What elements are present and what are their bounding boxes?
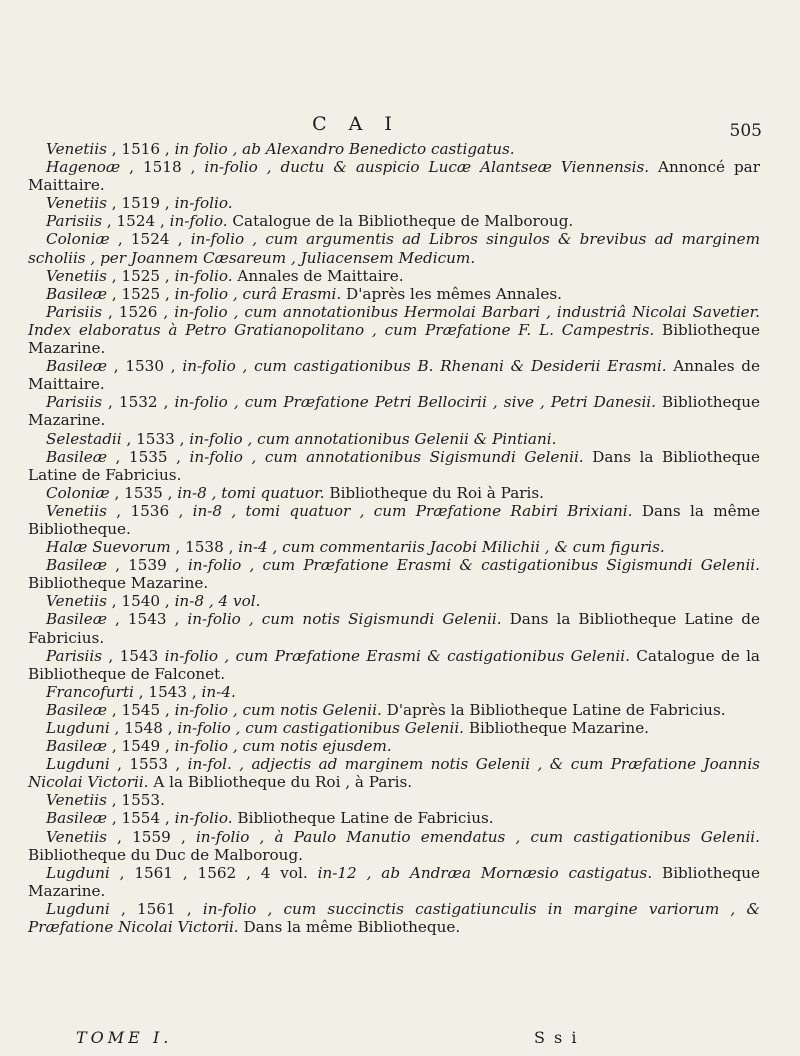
entry-place: Venetiis	[46, 140, 107, 158]
entry-place: Basileæ	[46, 447, 107, 466]
entry-details: in-folio , cum castigationibus Gelenii.	[177, 719, 465, 737]
entry-details: in-folio , cum annotationibus Sigismundi Gelenii.	[189, 447, 584, 466]
entry-year: , 1548 ,	[109, 719, 178, 737]
edition-entry	[28, 719, 760, 737]
entry-place: Selestadii	[46, 429, 122, 448]
entry-place: Basileæ	[46, 809, 107, 828]
entry-details: in-folio , cum Præfatione Petri Bellocirii , sive , Petri Danesii.	[174, 393, 656, 412]
entry-year: , 1536 ,	[106, 501, 193, 520]
page-footer	[0, 1028, 800, 1050]
entry-place: Lugduni	[46, 863, 110, 882]
entry-year: , 1524 ,	[109, 230, 191, 249]
entry-year: , 1554 ,	[107, 809, 175, 828]
edition-entry	[28, 864, 760, 900]
entry-details: in-folio , curâ Erasmi.	[174, 284, 342, 303]
entry-note: Bibliotheque Mazarine.	[28, 320, 760, 358]
edition-entry	[28, 303, 760, 357]
entry-note: Annales de Maittaire.	[232, 266, 404, 285]
entry-details: in-folio.	[169, 212, 228, 231]
entry-details: in-fol. , adjectis ad marginem notis Gelenii , & cum Præfatione Joannis Nicolai Victorii.	[28, 755, 760, 792]
entry-place: Parisiis	[46, 393, 103, 412]
entry-year: , 1553.	[106, 791, 165, 810]
entry-details: in-folio , cum castigationibus B. Rhenani & Desiderii Erasmi.	[182, 357, 667, 376]
entry-year: , 1545 ,	[107, 700, 175, 719]
entry-place: Coloniæ	[46, 483, 110, 502]
entry-place: Hagenoæ	[46, 158, 121, 177]
edition-entry	[28, 809, 760, 827]
signature-mark: S s i	[534, 1028, 579, 1047]
entry-year: , 1561 ,	[109, 899, 203, 918]
entry-year: , 1559 ,	[106, 827, 196, 846]
entry-details: in-folio , cum succinctis castigatiunculis in margine variorum , & Præfatione Nicolai Victorii.	[28, 899, 760, 937]
entry-year: , 1533 ,	[121, 429, 190, 448]
entry-details: in-8 , tomi quatuor , cum Præfatione Rabiri Brixiani.	[192, 501, 633, 520]
tome-label: TOME I.	[76, 1028, 173, 1047]
entry-details: in-folio , cum annotationibus Hermolai Barbari , industriâ Nicolai Savetier. Index elaboratus à Petro Gratianopolitano , cum Præfatione F. L. Campestris.	[28, 302, 760, 339]
entry-year: , 1553 ,	[109, 755, 188, 774]
entry-place: Parisiis	[46, 646, 103, 665]
entry-place: Basileæ	[46, 284, 107, 303]
entry-note: A la Bibliotheque du Roi , à Paris.	[148, 773, 413, 792]
running-title: C A I	[312, 113, 400, 135]
entry-note: Dans la même Bibliotheque.	[28, 501, 761, 538]
edition-entry	[28, 448, 760, 484]
edition-entry	[28, 755, 760, 791]
entry-details: in-folio , cum argumentis ad Libros singulos & brevibus ad marginem scholiis , per Joannem Cæsareum , Juliacensem Medicum.	[28, 230, 760, 267]
entry-note: Bibliotheque Mazarine.	[464, 719, 650, 737]
edition-entry	[28, 393, 760, 429]
entry-year: , 1525 ,	[107, 284, 175, 303]
entry-note: Bibliotheque Mazarine.	[28, 393, 760, 430]
entry-year: , 1561 , 1562 , 4 vol.	[109, 863, 318, 882]
entry-note: Bibliotheque Mazarine.	[28, 574, 209, 593]
entry-place: Basileæ	[46, 700, 107, 719]
entry-place: Basileæ	[46, 610, 107, 629]
entry-place: Basileæ	[46, 556, 107, 575]
entry-details: in-folio , à Paulo Manutio emendatus , cum castigationibus Gelenii.	[195, 827, 760, 846]
entry-note: Annales de Maittaire.	[28, 357, 760, 394]
entry-details: in-12 , ab Andræa Mornæsio castigatus.	[317, 863, 653, 882]
entry-year: , 1543	[102, 646, 165, 665]
edition-entry	[28, 357, 760, 393]
edition-entry	[28, 538, 760, 556]
entry-place: Parisiis	[46, 302, 103, 321]
entry-year: , 1543 ,	[133, 682, 202, 701]
edition-entry	[28, 791, 760, 809]
edition-entry	[28, 683, 760, 701]
edition-entry	[28, 610, 760, 646]
edition-entry	[28, 556, 760, 592]
edition-entry	[28, 701, 760, 719]
page-number: 505	[729, 121, 762, 141]
entry-details: in-folio.	[174, 266, 233, 285]
entry-details: in-8 , 4 vol.	[174, 592, 261, 611]
entry-year: , 1530 ,	[107, 357, 183, 376]
entry-note: D'après la Bibliotheque Latine de Fabricius.	[381, 700, 726, 719]
edition-entry	[28, 900, 760, 936]
entry-note: Bibliotheque Latine de Fabricius.	[232, 809, 494, 828]
entry-year: , 1549 ,	[107, 737, 175, 756]
entry-place: Francofurti	[46, 682, 134, 701]
entry-place: Halæ Suevorum	[46, 538, 171, 557]
entry-details: in-folio , cum Præfatione Erasmi & castigationibus Gelenii.	[164, 646, 630, 665]
entry-place: Basileæ	[46, 357, 107, 376]
entry-year: , 1543 ,	[107, 610, 188, 629]
entry-details: in-folio , cum notis Sigismundi Gelenii.	[187, 610, 502, 629]
entry-details: in-folio , cum annotationibus Gelenii & Pintiani.	[189, 429, 557, 448]
entry-note: Catalogue de la Bibliotheque de Falconet.	[28, 646, 760, 683]
edition-entry	[28, 737, 760, 755]
edition-entry	[28, 502, 760, 538]
entry-place: Coloniæ	[46, 230, 110, 249]
entry-year: , 1532 ,	[102, 393, 175, 412]
entry-details: in-4 , cum commentariis Jacobi Milichii , & cum figuris.	[238, 538, 665, 557]
entry-place: Venetiis	[46, 266, 107, 285]
entry-year: , 1524 ,	[102, 212, 170, 231]
edition-entry	[28, 230, 760, 266]
entry-note: Dans la Bibliotheque Latine de Fabricius.	[28, 610, 760, 647]
entry-note: Dans la même Bibliotheque.	[238, 918, 461, 937]
edition-entry	[28, 430, 760, 448]
entry-note: Bibliotheque Mazarine.	[28, 863, 760, 900]
entry-place: Venetiis	[46, 827, 107, 846]
entry-note: Catalogue de la Bibliotheque de Malboroug.	[227, 212, 574, 231]
entry-year: , 1540 ,	[106, 592, 175, 611]
edition-entry	[28, 158, 760, 194]
entry-note: Annoncé par Maittaire.	[28, 158, 760, 195]
edition-entry	[28, 828, 760, 864]
entry-place: Lugduni	[46, 755, 110, 774]
entry-place: Basileæ	[46, 737, 107, 756]
entry-year: , 1535 ,	[107, 447, 190, 466]
entry-year: , 1535 ,	[109, 483, 178, 502]
entry-details: in-folio , cum notis ejusdem.	[174, 737, 392, 756]
edition-entry	[28, 285, 760, 303]
edition-entry	[28, 140, 760, 158]
entry-year: , 1526 ,	[102, 302, 175, 321]
entry-details: in-folio.	[174, 809, 233, 828]
entry-note: Dans la Bibliotheque Latine de Fabricius.	[28, 447, 760, 484]
entry-place: Parisiis	[46, 212, 103, 231]
entry-note: D'après les mêmes Annales.	[341, 284, 562, 303]
edition-entry	[28, 267, 760, 285]
entry-place: Venetiis	[46, 592, 107, 611]
page-header	[0, 113, 800, 139]
edition-list	[28, 140, 760, 936]
entry-note: Bibliotheque du Roi à Paris.	[324, 483, 545, 502]
entry-place: Venetiis	[46, 194, 107, 213]
entry-note: Bibliotheque du Duc de Malboroug.	[28, 845, 304, 864]
entry-year: , 1539 ,	[107, 556, 188, 575]
entry-year: , 1538 ,	[170, 538, 239, 557]
edition-entry	[28, 212, 760, 230]
entry-place: Lugduni	[46, 719, 110, 737]
entry-details: in-folio , cum Præfatione Erasmi & castigationibus Sigismundi Gelenii.	[187, 556, 760, 575]
edition-entry	[28, 194, 760, 212]
entry-details: in-4.	[201, 682, 236, 701]
entry-details: in-folio , cum notis Gelenii.	[174, 700, 382, 719]
entry-details: in-folio , ductu & auspicio Lucæ Alantseæ Viennensis.	[204, 158, 650, 177]
entry-details: in-8 , tomi quatuor.	[177, 483, 325, 502]
edition-entry	[28, 592, 760, 610]
entry-details: in folio , ab Alexandro Benedicto castigatus.	[174, 140, 515, 158]
entry-year: , 1519 ,	[106, 194, 175, 213]
entry-place: Venetiis	[46, 501, 107, 520]
edition-entry	[28, 647, 760, 683]
entry-details: in-folio.	[174, 194, 233, 213]
entry-place: Venetiis	[46, 791, 107, 810]
entry-year: , 1518 ,	[120, 158, 205, 177]
entry-place: Lugduni	[46, 899, 110, 918]
entry-year: , 1525 ,	[106, 266, 175, 285]
edition-entry	[28, 484, 760, 502]
entry-year: , 1516 ,	[106, 140, 175, 158]
